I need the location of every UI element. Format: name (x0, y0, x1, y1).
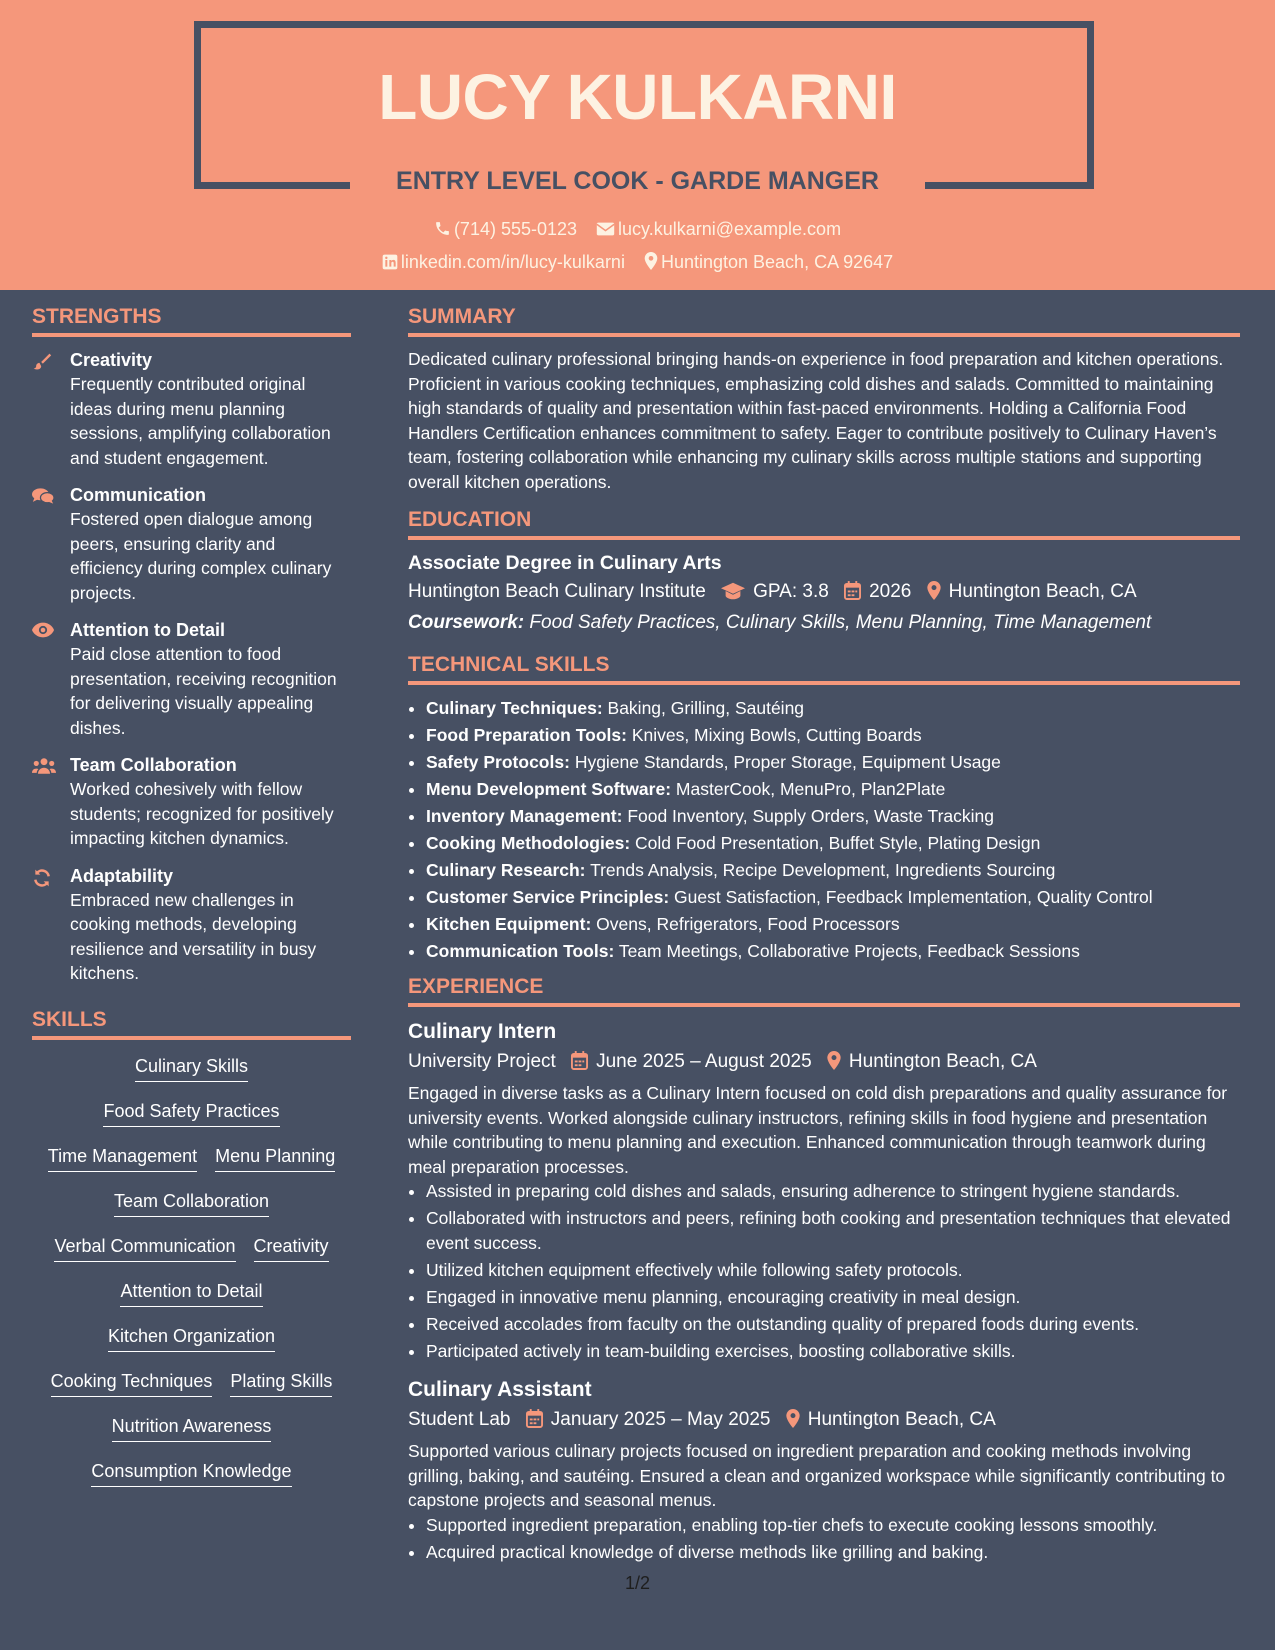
skill-category: Food Preparation Tools: (426, 725, 627, 745)
job-entry (408, 1017, 1240, 1363)
list-item (426, 803, 1240, 830)
calendar-icon (844, 581, 861, 600)
list-item: • Supported ingredient preparation, enabling top-tier chefs to execute cooking lessons smoothly. (426, 1513, 1240, 1538)
skill-tag: Plating Skills (230, 1371, 332, 1397)
skill-category: Inventory Management: (426, 806, 623, 826)
skill-tag: Food Safety Practices (103, 1101, 279, 1127)
school-location: Huntington Beach, CA (948, 581, 1137, 602)
skill-values: Ovens, Refrigerators, Food Processors (596, 914, 900, 934)
skill-values: Baking, Grilling, Sautéing (607, 698, 805, 718)
skill-values: Food Inventory, Supply Orders, Waste Tracking (627, 806, 994, 826)
job-meta (408, 1405, 1240, 1435)
strength-item (32, 484, 351, 605)
skill-category: Culinary Techniques: (426, 698, 603, 718)
contact-row-1 (0, 219, 1275, 240)
list-item: • Engaged in innovative menu planning, encouraging creativity in meal design. (426, 1285, 1240, 1310)
map-marker-icon (644, 252, 658, 270)
job-title-heading: ENTRY LEVEL COOK - GARDE MANGER (396, 167, 879, 195)
comments-icon (32, 487, 54, 505)
skill-tag: Creativity (254, 1236, 329, 1262)
skill-values: Knives, Mixing Bowls, Cutting Boards (631, 725, 922, 745)
job-title: Culinary Assistant (408, 1378, 592, 1401)
paintbrush-icon (32, 352, 52, 372)
strength-desc: Worked cohesively with fellow students; recognized for positively impacting kitchen dynamics. (70, 779, 334, 848)
location-text: Huntington Beach, CA 92647 (660, 252, 894, 272)
job-location: Huntington Beach, CA (807, 1409, 996, 1430)
list-item: • Collaborated with instructors and peers, refining both cooking and presentation techniques that elevated event success. (426, 1206, 1240, 1255)
strength-title: Adaptability (70, 865, 174, 886)
skill-tag: Team Collaboration (114, 1191, 269, 1217)
list-item (426, 695, 1240, 722)
coursework-label: Coursework: (408, 612, 525, 633)
strength-item (32, 349, 351, 470)
strength-item (32, 619, 351, 740)
map-marker-icon (827, 1051, 841, 1070)
strength-desc: Paid close attention to food presentation, receiving recognition for delivering visually appealing dishes. (70, 644, 337, 738)
skill-category: Menu Development Software: (426, 779, 672, 799)
strength-desc: Fostered open dialogue among peers, ensuring clarity and efficiency during complex culinary projects. (70, 509, 332, 603)
skill-category: Culinary Research: (426, 860, 586, 880)
skill-tag: Consumption Knowledge (91, 1461, 291, 1487)
job-dates: June 2025 – August 2025 (596, 1051, 812, 1072)
list-item: • Acquired practical knowledge of diverse methods like grilling and baking. (426, 1540, 1240, 1565)
coursework-list: Food Safety Practices, Culinary Skills, Menu Planning, Time Management (529, 612, 1152, 633)
graduation-cap-icon (721, 582, 745, 600)
job-org: Student Lab (408, 1409, 511, 1430)
list-item: • Received accolades from faculty on the outstanding quality of prepared foods during events. (426, 1312, 1240, 1337)
calendar-icon (526, 1409, 543, 1428)
page-number: 1/2 (624, 1573, 651, 1593)
skill-tag: Cooking Techniques (51, 1371, 213, 1397)
strength-item (32, 865, 351, 986)
summary-text: Dedicated culinary professional bringing hands-on experience in food preparation and kitchen operations. Proficient in various cooking techniques, emphasizing cold dishes and salads. Committed to maintaining high standards of quality and presentation within fast-paced environments. Holding a California Food Handlers Certification enhances commitment to safety. Eager to contribute positively to Culinary Haven’s team, fostering collaboration while enhancing my culinary skills across multiple stations and supporting overall kitchen operations. (408, 349, 1224, 492)
header-band (0, 0, 1275, 290)
list-item (426, 911, 1240, 938)
skill-values: Hygiene Standards, Proper Storage, Equipment Usage (574, 752, 1001, 772)
location-contact (644, 252, 893, 273)
school-name: Huntington Beach Culinary Institute (408, 581, 706, 602)
education-meta (408, 577, 1240, 607)
education-heading: EDUCATION (408, 508, 1240, 540)
skill-values: Cold Food Presentation, Buffet Style, Plating Design (635, 833, 1041, 853)
strengths-list (32, 347, 351, 986)
graduation-year: 2026 (869, 581, 912, 602)
skill-category: Cooking Methodologies: (426, 833, 631, 853)
map-marker-icon (786, 1409, 800, 1428)
list-item (426, 749, 1240, 776)
degree-name: Associate Degree in Culinary Arts (408, 552, 722, 574)
linkedin-icon (382, 254, 398, 270)
job-title: Culinary Intern (408, 1020, 557, 1043)
skill-tag: Menu Planning (215, 1146, 335, 1172)
phone-text: (714) 555-0123 (453, 219, 578, 239)
left-column (32, 305, 351, 1506)
phone-icon (434, 220, 451, 237)
list-item: • Utilized kitchen equipment effectively while following safety protocols. (426, 1258, 1240, 1283)
coursework-line (408, 607, 1240, 639)
job-org: University Project (408, 1051, 556, 1072)
gpa-text: GPA: 3.8 (753, 581, 829, 602)
skill-tag: Verbal Communication (54, 1236, 235, 1262)
envelope-icon (596, 221, 615, 237)
linkedin-contact[interactable] (382, 252, 625, 273)
map-marker-icon (927, 581, 941, 600)
list-item (426, 857, 1240, 884)
eye-icon (32, 622, 54, 638)
skill-tag: Attention to Detail (120, 1281, 262, 1307)
skill-values: MasterCook, MenuPro, Plan2Plate (675, 779, 946, 799)
job-bullets (408, 1179, 1240, 1363)
job-description: Engaged in diverse tasks as a Culinary Intern focused on cold dish preparations and quality assurance for university events. Worked alongside culinary instructors, refining skills in food hygiene and presentation while contributing to menu planning and execution. Enhanced communication through teamwork during meal preparation processes. (408, 1083, 1228, 1177)
linkedin-text[interactable]: linkedin.com/in/lucy-kulkarni (400, 252, 625, 272)
strength-title: Attention to Detail (70, 620, 225, 640)
skill-category: Customer Service Principles: (426, 887, 670, 907)
technical-skills-list (408, 695, 1240, 965)
job-location: Huntington Beach, CA (848, 1051, 1037, 1072)
job-entry (408, 1375, 1240, 1564)
job-meta (408, 1047, 1240, 1077)
sync-icon (32, 868, 52, 888)
strength-title: Creativity (70, 350, 153, 370)
strength-title: Communication (70, 485, 207, 505)
list-item: • Participated actively in team-building exercises, boosting collaborative skills. (426, 1339, 1240, 1364)
skill-category: Kitchen Equipment: (426, 914, 592, 934)
list-item (426, 884, 1240, 911)
skill-tag: Time Management (48, 1146, 197, 1172)
list-item (426, 722, 1240, 749)
contact-row-2 (0, 252, 1275, 273)
list-item (426, 776, 1240, 803)
job-description: Supported various culinary projects focused on ingredient preparation and cooking methods involving grilling, baking, and sautéing. Ensured a clean and organized workspace while significantly contributing to capstone projects and seasonal menus. (408, 1441, 1226, 1510)
skills-cloud (32, 1050, 351, 1506)
skill-category: Safety Protocols: (426, 752, 570, 772)
skills-heading: SKILLS (32, 1008, 351, 1040)
experience-heading: EXPERIENCE (408, 975, 1240, 1007)
skill-tag: Kitchen Organization (108, 1326, 275, 1352)
skill-category: Communication Tools: (426, 941, 615, 961)
skill-values: Trends Analysis, Recipe Development, Ingredients Sourcing (590, 860, 1056, 880)
skill-tag: Culinary Skills (135, 1056, 248, 1082)
right-column (408, 305, 1240, 1576)
candidate-name: LUCY KULKARNI (378, 61, 897, 133)
calendar-icon (571, 1051, 588, 1070)
phone-contact (434, 219, 577, 240)
skill-values: Guest Satisfaction, Feedback Implementation, Quality Control (674, 887, 1153, 907)
email-text[interactable]: lucy.kulkarni@example.com (618, 219, 842, 239)
skill-values: Team Meetings, Collaborative Projects, Feedback Sessions (618, 941, 1080, 961)
skill-tag: Nutrition Awareness (112, 1416, 272, 1442)
job-bullets (408, 1513, 1240, 1565)
list-item (426, 938, 1240, 965)
strengths-heading: STRENGTHS (32, 305, 351, 337)
email-contact[interactable] (596, 219, 841, 240)
strength-desc: Embraced new challenges in cooking methods, developing resilience and versatility in busy kitchens. (70, 889, 317, 983)
technical-skills-heading: TECHNICAL SKILLS (408, 653, 1240, 685)
strength-item (32, 754, 351, 851)
job-dates: January 2025 – May 2025 (550, 1409, 771, 1430)
list-item: • Assisted in preparing cold dishes and salads, ensuring adherence to stringent hygiene standards. (426, 1179, 1240, 1204)
summary-heading: SUMMARY (408, 305, 1240, 337)
strength-desc: Frequently contributed original ideas during menu planning sessions, amplifying collaboration and student engagement. (70, 374, 331, 468)
strength-title: Team Collaboration (70, 755, 237, 775)
list-item (426, 830, 1240, 857)
users-icon (32, 757, 56, 775)
